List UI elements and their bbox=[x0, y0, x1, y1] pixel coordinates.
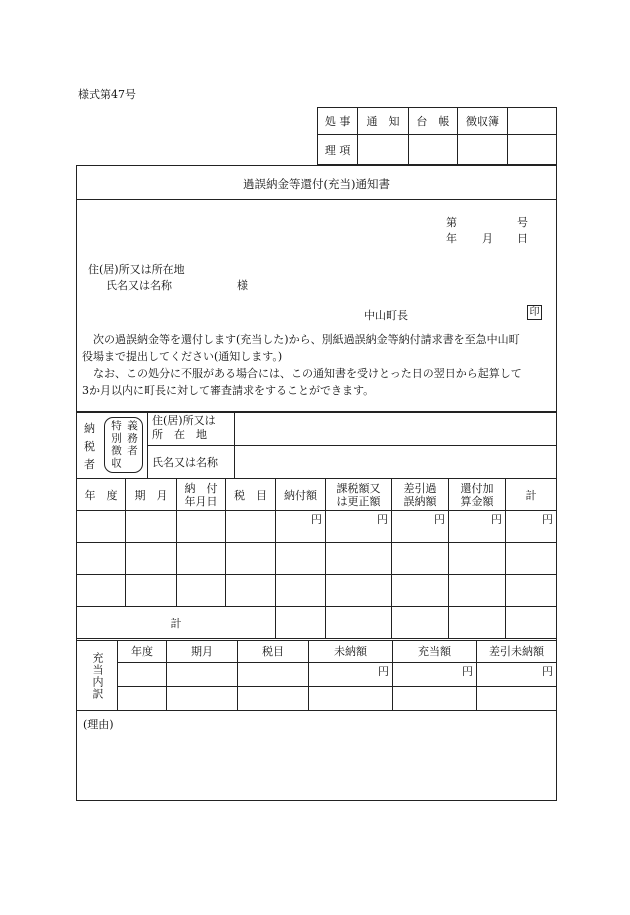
cell[interactable] bbox=[477, 686, 557, 710]
cell[interactable] bbox=[238, 686, 309, 710]
cell-period[interactable] bbox=[126, 511, 177, 543]
cell[interactable] bbox=[392, 607, 449, 639]
header-payment-date-2: 年月日 bbox=[184, 494, 218, 508]
table-row bbox=[77, 511, 557, 543]
cell[interactable] bbox=[326, 575, 392, 607]
cell[interactable] bbox=[506, 607, 557, 639]
total-row bbox=[77, 607, 557, 639]
processing-table bbox=[317, 107, 557, 165]
total-label: 計 bbox=[77, 607, 276, 639]
cell[interactable] bbox=[392, 543, 449, 575]
paragraph-1-line-2: 役場まで提出してください(通知します。) bbox=[82, 350, 283, 363]
header-refund-1: 還付加 bbox=[460, 481, 494, 495]
cell[interactable] bbox=[118, 686, 167, 710]
reason-input[interactable] bbox=[77, 730, 555, 798]
unit-paid[interactable]: 円 bbox=[276, 511, 326, 543]
alloc-header-period: 期月 bbox=[167, 641, 238, 663]
header-total: 計 bbox=[506, 479, 557, 511]
form-number: 様式第47号 bbox=[78, 88, 136, 101]
table-row bbox=[77, 543, 557, 575]
alloc-header-tax: 税目 bbox=[238, 641, 309, 663]
notice-stamp-cell[interactable] bbox=[358, 135, 408, 165]
cell-tax[interactable] bbox=[226, 511, 276, 543]
cell[interactable] bbox=[326, 543, 392, 575]
number-suffix: 号 bbox=[517, 216, 528, 229]
table-row bbox=[77, 575, 557, 607]
cell[interactable] bbox=[177, 575, 226, 607]
paragraph-2-line-1: なお、この処分に不服がある場合には、この通知書を受けとった日の翌日から起算して bbox=[93, 367, 522, 380]
address-line-2: 所 在 地 bbox=[152, 428, 207, 442]
alloc-header-unpaid: 未納額 bbox=[309, 641, 393, 663]
obligor-label: 特別徴収 bbox=[110, 420, 122, 470]
document-title: 過誤納金等還付(充当)通知書 bbox=[243, 177, 390, 191]
header-payment-date-1: 納 付 bbox=[184, 481, 218, 495]
number-prefix: 第 bbox=[446, 216, 457, 229]
collection-stamp-cell[interactable] bbox=[458, 135, 508, 165]
issuer: 中山町長 bbox=[364, 309, 408, 322]
cell[interactable] bbox=[393, 686, 477, 710]
cell-year[interactable] bbox=[77, 511, 126, 543]
name-label: 氏名又は名称 bbox=[106, 279, 172, 292]
cell[interactable] bbox=[77, 543, 126, 575]
reason-label: (理由) bbox=[83, 718, 114, 731]
cell[interactable] bbox=[449, 607, 506, 639]
seal-mark: 印 bbox=[527, 305, 542, 320]
header-fiscal-year: 年 度 bbox=[77, 479, 126, 511]
header-period: 期 月 bbox=[126, 479, 177, 511]
cell[interactable] bbox=[506, 543, 557, 575]
cell[interactable] bbox=[177, 543, 226, 575]
header-overpaid-amount bbox=[392, 479, 449, 511]
cell[interactable] bbox=[276, 607, 326, 639]
cell[interactable] bbox=[392, 575, 449, 607]
address-label-cell bbox=[148, 412, 235, 446]
taxpayer-table bbox=[76, 411, 557, 479]
table-row bbox=[77, 686, 557, 710]
alloc-header-allocated: 充当額 bbox=[393, 641, 477, 663]
cell[interactable] bbox=[167, 662, 238, 686]
allocation-side-cell bbox=[77, 641, 118, 711]
alloc-unit-unpaid[interactable]: 円 bbox=[309, 662, 393, 686]
header-refund-2: 算金額 bbox=[460, 494, 494, 508]
header-overpaid-1: 差引過 bbox=[403, 481, 437, 495]
header-assessed-1: 課税額又 bbox=[336, 481, 381, 495]
cell[interactable] bbox=[449, 575, 506, 607]
alloc-unit-allocated[interactable]: 円 bbox=[393, 662, 477, 686]
cell[interactable] bbox=[77, 575, 126, 607]
allocation-side-label: 充当内訳 bbox=[91, 651, 104, 700]
cell[interactable] bbox=[238, 662, 309, 686]
taxpayer-label-cell bbox=[77, 412, 148, 479]
cell[interactable] bbox=[126, 575, 177, 607]
unit-overpaid[interactable]: 円 bbox=[392, 511, 449, 543]
paragraph-1-line-1: 次の過誤納金等を還付します(充当した)から、別紙過誤納金等納付請求書を至急中山町 bbox=[93, 333, 520, 346]
taxpayer-label: 納税者 bbox=[84, 422, 95, 471]
unit-refund[interactable]: 円 bbox=[449, 511, 506, 543]
allocation-table bbox=[76, 640, 557, 711]
header-overpaid-2: 誤納額 bbox=[403, 494, 437, 508]
refund-table bbox=[76, 478, 557, 639]
processing-label-bottom: 理 項 bbox=[318, 135, 358, 165]
header-tax-item: 税 目 bbox=[226, 479, 276, 511]
cell[interactable] bbox=[276, 543, 326, 575]
header-refund-addition bbox=[449, 479, 506, 511]
table-row bbox=[77, 662, 557, 686]
cell[interactable] bbox=[167, 686, 238, 710]
header-paid-amount: 納付額 bbox=[276, 479, 326, 511]
date-month: 月 bbox=[482, 232, 493, 245]
cell[interactable] bbox=[276, 575, 326, 607]
header-assessed-amount bbox=[326, 479, 392, 511]
cell[interactable] bbox=[126, 543, 177, 575]
cell[interactable] bbox=[118, 662, 167, 686]
honorific: 様 bbox=[237, 279, 248, 292]
date-day: 日 bbox=[517, 232, 528, 245]
unit-assessed[interactable]: 円 bbox=[326, 511, 392, 543]
name-input[interactable] bbox=[235, 445, 557, 479]
notice-column: 通 知 bbox=[358, 108, 408, 135]
cell[interactable] bbox=[226, 575, 276, 607]
address-label: 住(居)所又は所在地 bbox=[88, 263, 185, 276]
ledger-column: 台 帳 bbox=[408, 108, 457, 135]
special-collection-label: 義務者 bbox=[126, 420, 138, 458]
cell-date[interactable] bbox=[177, 511, 226, 543]
blank-stamp-cell[interactable] bbox=[508, 135, 557, 165]
alloc-header-year: 年度 bbox=[118, 641, 167, 663]
cell[interactable] bbox=[506, 575, 557, 607]
ledger-stamp-cell[interactable] bbox=[408, 135, 457, 165]
unit-total[interactable]: 円 bbox=[506, 511, 557, 543]
alloc-header-remaining: 差引未納額 bbox=[477, 641, 557, 663]
cell[interactable] bbox=[449, 543, 506, 575]
address-input[interactable] bbox=[235, 412, 557, 446]
header-payment-date bbox=[177, 479, 226, 511]
cell[interactable] bbox=[326, 607, 392, 639]
name-label-cell: 氏名又は名称 bbox=[148, 445, 235, 479]
cell[interactable] bbox=[309, 686, 393, 710]
processing-label-top: 処 事 bbox=[318, 108, 358, 135]
address-line-1: 住(居)所又は bbox=[152, 414, 216, 428]
header-assessed-2: は更正額 bbox=[336, 494, 381, 508]
alloc-unit-remaining[interactable]: 円 bbox=[477, 662, 557, 686]
paragraph-2-line-2: 3か月以内に町長に対して審査請求をすることができます。 bbox=[82, 384, 375, 397]
blank-column bbox=[508, 108, 557, 135]
date-year: 年 bbox=[446, 232, 457, 245]
cell[interactable] bbox=[226, 543, 276, 575]
paragraph-1 bbox=[82, 331, 552, 399]
collection-book-column: 徴収簿 bbox=[458, 108, 508, 135]
